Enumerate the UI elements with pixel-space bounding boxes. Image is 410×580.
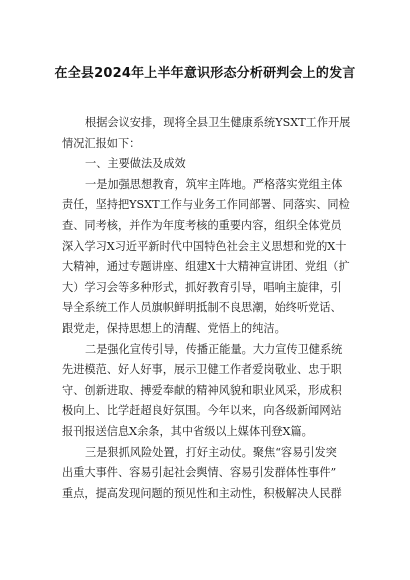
paragraph-line: 责任，坚持把YSXT工作与业务工作同部署、同落实、同检 bbox=[62, 198, 350, 212]
paragraph-line: 出重大事件、容易引起社会舆情、容易引发群体性事件” bbox=[62, 466, 337, 480]
paragraph-line: 导全系统工作人员旗帜鲜明抵制不良思潮，始终听党话、 bbox=[62, 301, 342, 315]
paragraph-line: 根据会议安排，现将全县卫生健康系统YSXT工作开展 bbox=[85, 116, 351, 129]
paragraph-line: 大精神，通过专题讲座、组建X十大精神宣讲团、党组（扩 bbox=[62, 260, 350, 274]
paragraph-line: 一是加强思想教育，筑牢主阵地。严格落实党组主体 bbox=[85, 177, 343, 191]
paragraph-line: 重点，提高发现问题的预见性和主动性，积极解决人民群 bbox=[62, 486, 342, 500]
paragraph-line: 查、同考核，并作为年度考核的重要内容，组织全体党员 bbox=[62, 218, 342, 232]
paragraph-line: 极向上、比学赶超良好氛围。今年以来，向各级新闻网站 bbox=[62, 404, 342, 418]
paragraph-line: 情况汇报如下： bbox=[62, 136, 141, 150]
paragraph-line: 守、创新进取、搏爱奉献的精神风貌和职业风采，形成积 bbox=[62, 383, 342, 397]
document-title: 在全县2024年上半年意识形态分析研判会上的发言 bbox=[54, 66, 356, 81]
paragraph-line: 先进模范、好人好事，展示卫健工作者爱岗敬业、忠于职 bbox=[62, 363, 342, 377]
paragraph-line: 二是强化宣传引导，传播正能量。大力宣传卫健系统 bbox=[85, 342, 343, 356]
paragraph-line: 报刊报送信息X余条，其中省级以上媒体刊登X篇。 bbox=[62, 424, 313, 438]
paragraph-line: 大）学习会等多种形式，抓好教育引导，唱响主旋律，引 bbox=[62, 280, 342, 294]
paragraph-line: 三是狠抓风险处置，打好主动仗。聚焦“容易引发突 bbox=[85, 445, 337, 459]
section-heading: 一、主要做法及成效 bbox=[85, 157, 186, 171]
paragraph-line: 深入学习X习近平新时代中国特色社会主义思想和党的X十 bbox=[62, 239, 347, 253]
paragraph-line: 跟党走，保持思想上的清醒、党悟上的纯洁。 bbox=[62, 321, 286, 335]
document-body bbox=[62, 113, 358, 504]
